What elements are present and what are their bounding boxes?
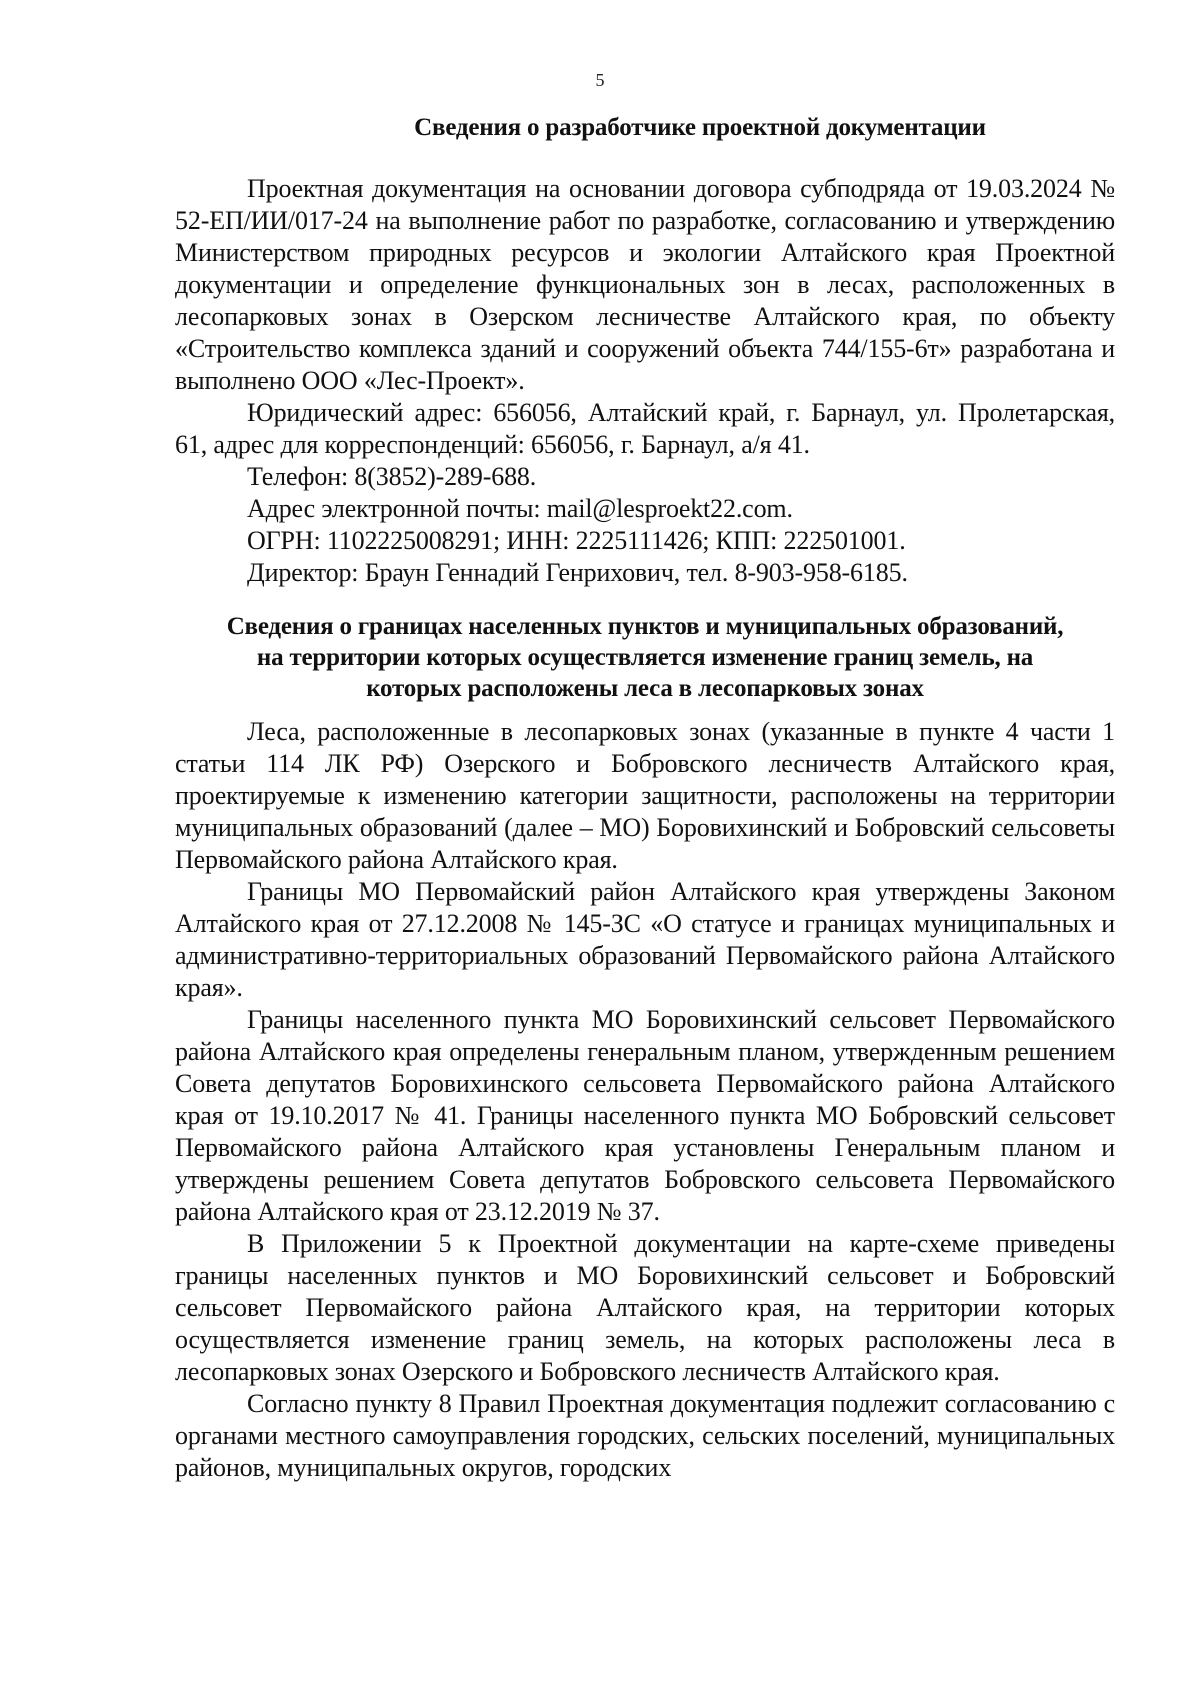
page-number: 5 <box>595 70 605 90</box>
phone-line: Телефон: 8(3852)-289-688. <box>247 462 537 491</box>
developer-info-paragraph: Проектная документация на основании договора субподряда от 19.03.2024 № 52-ЕП/ИИ/017-24 на выполнение работ по разработке, согласованию и утверждению Министерством природных ресурсов и экологии Алтайского края Проектной документации и определение функциональных зон в лесах, расположенных в лесопарковых зонах в Озерском лесничестве Алтайского края, по объекту «Строительство комплекса зданий и сооружений объекта 744/155-6т» разработана и выполнено ООО «Лес-Проект». <box>175 174 1115 395</box>
boundaries-heading-line: Сведения о границах населенных пунктов и муниципальных образований, <box>226 613 1064 640</box>
registration-line: ОГРН: 1102225008291; ИНН: 2225111426; КПП: 222501001. <box>247 526 906 555</box>
appendix-paragraph: В Приложении 5 к Проектной документации на карте-схеме приведены границы населенных пунктов и МО Боровихинский сельсовет и Бобровский сельсовет Первомайского района Алтайского края, на территории которых осуществляется изменение границ земель, на которых расположены леса в лесопарковых зонах Озерского и Бобровского лесничеств Алтайского края. <box>175 1229 1115 1386</box>
boundaries-heading-line: которых расположены леса в лесопарковых зонах <box>366 675 924 702</box>
legal-address: Юридический адрес: 656056, Алтайский край, г. Барнаул, ул. Пролетарская, 61, адрес для корреспонденций: 656056, г. Барнаул, а/я 41. <box>175 398 1115 459</box>
boundaries-heading <box>175 611 1115 704</box>
developer-info-heading: Сведения о разработчике проектной документации <box>414 114 986 141</box>
email-line: Адрес электронной почты: mail@lesproekt22.com. <box>247 494 793 523</box>
forests-paragraph: Леса, расположенные в лесопарковых зонах (указанные в пункте 4 части 1 статьи 114 ЛК РФ) Озерского и Бобровского лесничеств Алтайского края, проектируемые к изменению категории защитности, расположены на территории муниципальных образований (далее – МО) Боровихинский и Бобровский сельсоветы Первомайского района Алтайского края. <box>175 717 1115 874</box>
director-line: Директор: Браун Геннадий Генрихович, тел. 8-903-958-6185. <box>247 558 908 587</box>
boundaries-heading-line: на территории которых осуществляется изменение границ земель, на <box>256 644 1034 671</box>
settlement-boundaries-paragraph: Границы населенного пункта МО Боровихинский сельсовет Первомайского района Алтайского края определены генеральным планом, утвержденным решением Совета депутатов Боровихинского сельсовета Первомайского района Алтайского края от 19.10.2017 № 41. Границы населенного пункта МО Бобровский сельсовет Первомайского района Алтайского края установлены Генеральным планом и утверждены решением Совета депутатов Бобровского сельсовета Первомайского района Алтайского края от 23.12.2019 № 37. <box>175 1005 1115 1226</box>
district-boundaries-paragraph: Границы МО Первомайский район Алтайского края утверждены Законом Алтайского края от 27.12.2008 № 145-ЗС «О статусе и границах муниципальных и административно-территориальных образований Первомайского района Алтайского края». <box>175 877 1115 1002</box>
document-body <box>175 112 1115 1484</box>
approval-paragraph: Согласно пункту 8 Правил Проектная документация подлежит согласованию с органами местного самоуправления городских, сельских поселений, муниципальных районов, муниципальных округов, городских <box>175 1389 1115 1482</box>
